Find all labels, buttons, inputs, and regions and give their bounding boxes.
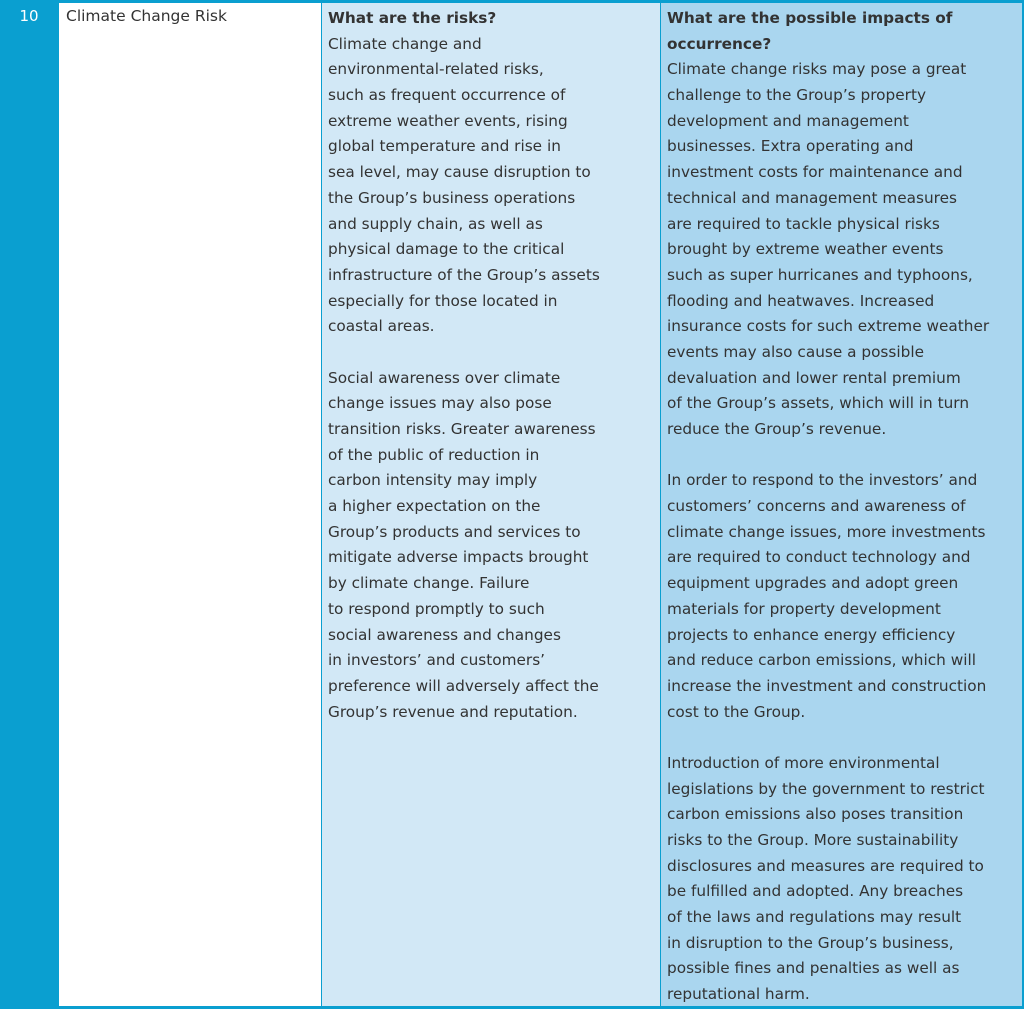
impacts-text-line: such as super hurricanes and typhoons, (667, 265, 973, 284)
risk-name: Climate Change Risk (66, 7, 227, 25)
row-number-cell (0, 0, 58, 1009)
risks-text-line: change issues may also pose (328, 394, 552, 413)
risks-text-line: Group’s products and services to (328, 522, 581, 541)
paragraph-break (667, 443, 989, 469)
impacts-text-line: investment costs for maintenance and (667, 163, 963, 182)
impacts-text-line: be fulfilled and adopted. Any breaches (667, 882, 964, 901)
impacts-text-line: devaluation and lower rental premium (667, 368, 961, 387)
impacts-text-line: flooding and heatwaves. Increased (667, 291, 935, 310)
risks-text-line: sea level, may cause disruption to (328, 163, 591, 182)
risks-text-line: infrastructure of the Group’s assets (328, 265, 600, 284)
risks-text-line: in investors’ and customers’ (328, 651, 546, 670)
impacts-text-line: legislations by the government to restrict (667, 779, 985, 798)
impacts-text-line: of the laws and regulations may result (667, 908, 962, 927)
risks-text-line: preference will adversely affect the (328, 676, 599, 695)
impacts-text-line: in disruption to the Group’s business, (667, 933, 954, 952)
risks-text-line: coastal areas. (328, 317, 435, 336)
impacts-text-line: are required to conduct technology and (667, 548, 971, 567)
impacts-text-line: Introduction of more environmental (667, 753, 940, 772)
risks-text-line: such as frequent occurrence of (328, 86, 566, 105)
risks-text (328, 6, 600, 725)
impacts-cell (661, 3, 1022, 1006)
impacts-body (667, 57, 989, 1007)
risks-text-line: of the public of reduction in (328, 445, 540, 464)
impacts-text-line: possible fines and penalties as well as (667, 959, 960, 978)
risks-text-line: carbon intensity may imply (328, 471, 538, 490)
impacts-text-line: increase the investment and construction (667, 676, 987, 695)
risks-text-line: extreme weather events, rising (328, 111, 568, 130)
risks-text-line: mitigate adverse impacts brought (328, 548, 589, 567)
impacts-text-line: events may also cause a possible (667, 342, 924, 361)
impacts-text-line: cost to the Group. (667, 702, 806, 721)
risks-text-line: and supply chain, as well as (328, 214, 543, 233)
impacts-text-line: projects to enhance energy efficiency (667, 625, 956, 644)
impacts-text-line: Climate change risks may pose a great (667, 60, 967, 79)
impacts-text-line: customers’ concerns and awareness of (667, 497, 966, 516)
risks-text-line: by climate change. Failure (328, 574, 530, 593)
risks-text-line: Group’s revenue and reputation. (328, 702, 578, 721)
impacts-text-line: carbon emissions also poses transition (667, 805, 964, 824)
risks-text-line: a higher expectation on the (328, 497, 541, 516)
risks-text-line: transition risks. Greater awareness (328, 420, 596, 438)
risk-name-cell (59, 3, 321, 1006)
impacts-text-line: brought by extreme weather events (667, 240, 944, 259)
risks-text-line: environmental-related risks, (328, 60, 544, 79)
risks-text-line: the Group’s business operations (328, 188, 576, 207)
impacts-text-line: development and management (667, 111, 909, 130)
risks-heading: What are the risks? (328, 9, 497, 27)
risks-text-line: Climate change and (328, 34, 482, 53)
risks-cell (322, 3, 660, 1006)
risks-text-line: especially for those located in (328, 291, 558, 310)
impacts-text-line: materials for property development (667, 599, 941, 618)
impacts-text-line: risks to the Group. More sustainability (667, 831, 959, 849)
impacts-text-line: reduce the Group’s revenue. (667, 420, 887, 438)
impacts-text-line: disclosures and measures are required to (667, 856, 984, 875)
impacts-heading-line: occurrence? (667, 34, 772, 53)
impacts-text-line: climate change issues, more investments (667, 522, 986, 541)
risks-body (328, 32, 600, 726)
impacts-text-line: In order to respond to the investors’ and (667, 471, 978, 490)
impacts-text-line: equipment upgrades and adopt green (667, 574, 959, 593)
impacts-text-line: businesses. Extra operating and (667, 137, 914, 156)
impacts-text-line: of the Group’s assets, which will in turn (667, 394, 970, 413)
row-number: 10 (19, 7, 39, 25)
impacts-text (667, 6, 989, 1008)
impacts-text-line: are required to tackle physical risks (667, 214, 940, 233)
risks-text-line: global temperature and rise in (328, 137, 561, 156)
risks-text-line: Social awareness over climate (328, 368, 561, 387)
impacts-text-line: technical and management measures (667, 188, 958, 207)
impacts-text-line: and reduce carbon emissions, which will (667, 651, 976, 670)
impacts-text-line: insurance costs for such extreme weather (667, 317, 990, 336)
risks-text-line: social awareness and changes (328, 625, 561, 644)
impacts-text-line: reputational harm. (667, 985, 810, 1004)
paragraph-break (328, 340, 600, 366)
impacts-text-line: challenge to the Group’s property (667, 86, 927, 105)
risks-text-line: physical damage to the critical (328, 240, 565, 259)
paragraph-break (667, 725, 989, 751)
risks-text-line: to respond promptly to such (328, 599, 545, 618)
impacts-heading-line: What are the possible impacts of (667, 9, 953, 27)
